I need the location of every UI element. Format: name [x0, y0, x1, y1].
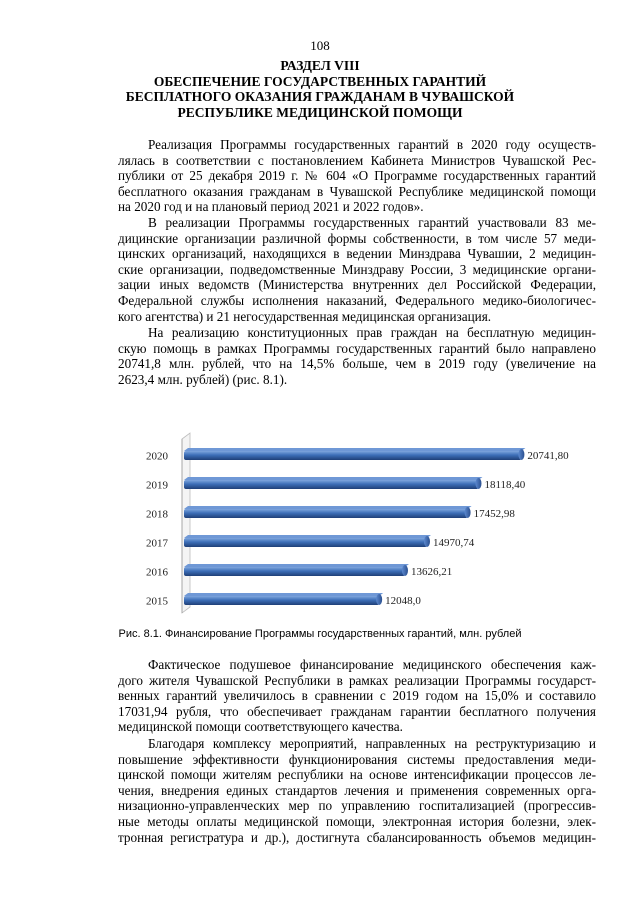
paragraph-program-basis — [118, 137, 596, 215]
bar — [184, 538, 427, 547]
bar — [184, 451, 521, 460]
data-label: 17452,98 — [473, 508, 515, 520]
text-line: лялась в соответствии с постановлением Кабинета Министров Чувашской Рес- — [118, 152, 596, 168]
text-line: 17031,94 рубля, что обеспечивает гражданам гарантии бесплатного получения — [118, 703, 596, 719]
bar-end-cap — [376, 594, 382, 605]
chart-canvas — [118, 425, 596, 625]
text-line: на 2020 год и на плановый период 2021 и 2022 годов». — [118, 199, 424, 215]
funding-bar-chart — [118, 425, 596, 625]
text-line: повышение эффективности функционирования системы предоставления меди- — [118, 751, 596, 767]
section-heading — [0, 58, 640, 120]
heading-line: РАЗДЕЛ VIII — [280, 58, 360, 73]
page-number: 108 — [310, 38, 330, 53]
bar — [184, 596, 379, 605]
text-line: дицинские организации различной формы собственности, в том числе 57 меди- — [118, 230, 596, 246]
text-line: венных гарантий увеличилось в сравнении с 2019 годом на 15,0% и составило — [118, 688, 596, 704]
text-line: 2623,4 млн. рублей) (рис. 8.1). — [118, 371, 288, 387]
text-line: Реализация Программы государственных гарантий в 2020 году осуществ- — [148, 137, 596, 152]
figure-caption: Рис. 8.1. Финансирование Программы государственных гарантий, млн. рублей — [118, 628, 522, 640]
text-line: зации иных ведомств (Министерства внутренних дел Российской Федерации, — [118, 277, 596, 293]
text-line: ские организации, подведомственные Минздраву России, 3 медицинские органи- — [118, 261, 596, 277]
bar-top-face — [184, 535, 431, 538]
paragraph-per-capita — [118, 657, 596, 735]
paragraph-funding — [118, 325, 596, 387]
text-line: чения, внедрения единых стандартов лечения и применения современных орга- — [118, 782, 596, 798]
bar-top-face — [184, 593, 383, 596]
data-label: 18118,40 — [484, 479, 526, 491]
bar-end-cap — [475, 478, 481, 489]
data-label: 14970,74 — [432, 537, 475, 549]
data-label: 20741,80 — [527, 450, 569, 462]
heading-line: РЕСПУБЛИКЕ МЕДИЦИНСКОЙ ПОМОЩИ — [177, 104, 463, 120]
bar-end-cap — [518, 449, 524, 460]
heading-line: ОБЕСПЕЧЕНИЕ ГОСУДАРСТВЕННЫХ ГАРАНТИЙ — [153, 73, 487, 89]
text-line: Фактическое подушевое финансирование медицинского обеспечения каж- — [148, 657, 596, 672]
text-line: кого агентства) и 21 негосударственная медицинская организация. — [118, 308, 492, 324]
paragraph-restructuring — [118, 736, 596, 845]
text-line: медицинской помощи соответствующего качества. — [118, 719, 403, 735]
bar — [184, 480, 478, 489]
text-line: цинской помощи жителям республики на основе интенсификации процессов ле- — [118, 767, 596, 783]
text-line: Федеральной службы исполнения наказаний, Федерального медико-биологичес- — [118, 292, 596, 308]
text-line: бесплатного оказания гражданам в Чувашской Республике медицинской помощи — [118, 183, 596, 199]
bar-top-face — [184, 448, 525, 451]
text-line: ные методы оплаты медицинской помощи, электронная история болезни, элек- — [118, 813, 596, 829]
text-line: В реализации Программы государственных гарантий участвовали 83 ме- — [148, 215, 596, 230]
text-line: низационно-управленческих мер по управлению госпитализацией (прогрессив- — [118, 798, 596, 814]
text-line: Благодаря комплексу мероприятий, направленных на реструктуризацию и — [148, 736, 596, 751]
text-line: 20741,8 млн. рублей, что на 14,5% больше, чем в 2019 году (увеличение на — [118, 356, 596, 372]
tick-label: 2019 — [146, 479, 168, 492]
tick-label: 2015 — [146, 595, 168, 608]
bar-end-cap — [465, 507, 471, 518]
bar — [184, 567, 405, 576]
bar-top-face — [184, 477, 482, 480]
heading-line: БЕСПЛАТНОГО ОКАЗАНИЯ ГРАЖДАНАМ В ЧУВАШСКОЙ — [125, 89, 515, 104]
tick-label: 2020 — [146, 450, 168, 463]
tick-label: 2018 — [146, 508, 168, 521]
text-line: тронная регистратура и др.), достигнута сбалансированность объемов медицин- — [118, 829, 596, 845]
bar — [184, 509, 468, 518]
bar-top-face — [184, 506, 472, 509]
text-line: цинских организаций, находящихся в ведении Минздрава Чувашии, 2 медицин- — [118, 246, 596, 262]
bar-end-cap — [424, 536, 430, 547]
data-label: 13626,21 — [410, 566, 453, 578]
text-line: скую помощь в рамках Программы государственных гарантий было направлено — [118, 340, 596, 356]
paragraph-organizations — [118, 215, 596, 324]
data-label: 12048,0 — [385, 595, 421, 607]
tick-label: 2017 — [146, 537, 168, 550]
tick-label: 2016 — [146, 566, 168, 579]
text-line: дого жителя Чувашской Республики в рамках реализации Программы государст- — [118, 672, 596, 688]
text-line: На реализацию конституционных прав граждан на бесплатную медицин- — [148, 325, 596, 340]
text-line: публики от 25 декабря 2019 г. № 604 «О Программе государственных гарантий — [118, 168, 596, 184]
bar-top-face — [184, 564, 409, 567]
bar-end-cap — [402, 565, 408, 576]
